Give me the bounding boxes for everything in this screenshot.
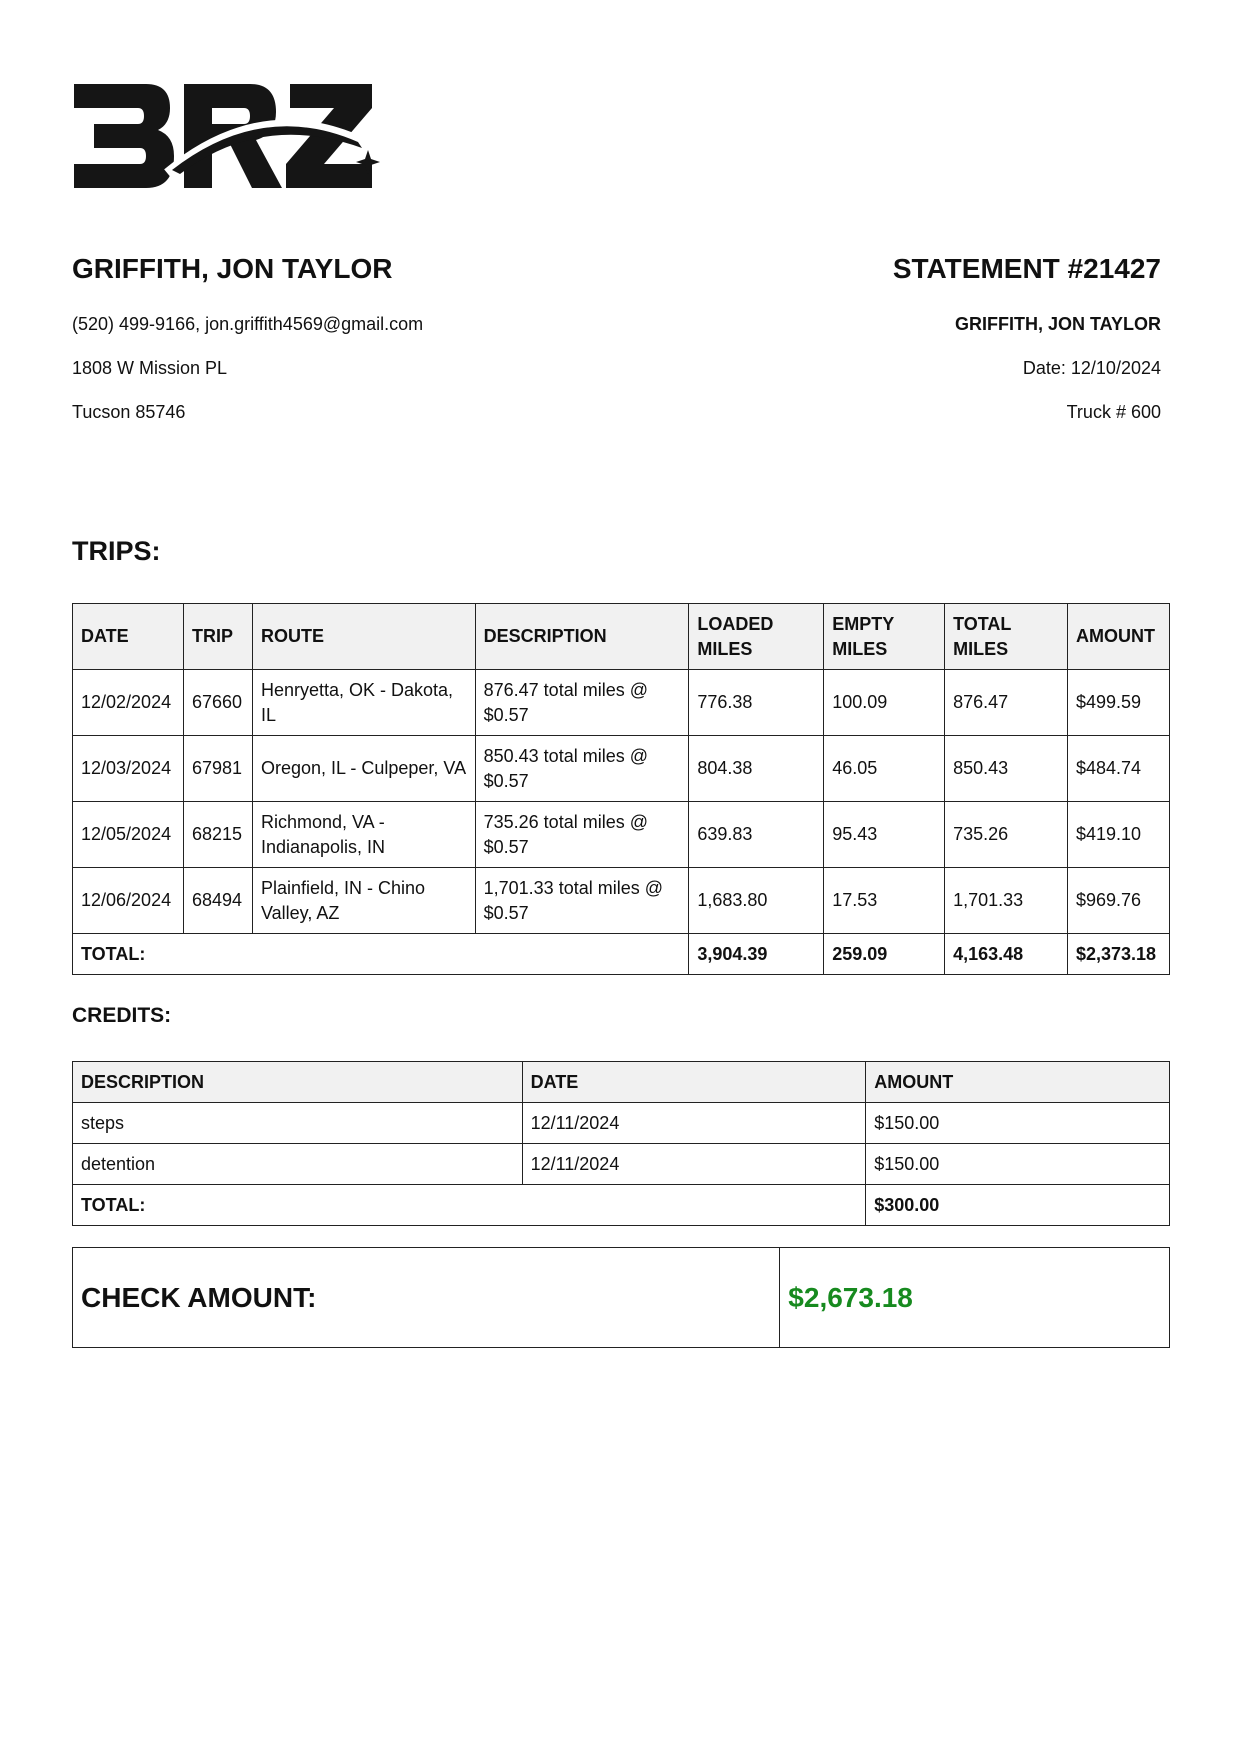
credit-date: 12/11/2024 bbox=[522, 1103, 866, 1144]
col-trip: TRIP bbox=[183, 604, 252, 670]
credits-total-amount: $300.00 bbox=[866, 1185, 1170, 1226]
trips-total-amount: $2,373.18 bbox=[1067, 934, 1169, 975]
col-route: ROUTE bbox=[252, 604, 475, 670]
table-row bbox=[73, 1103, 1170, 1144]
table-row bbox=[73, 736, 1170, 802]
driver-name: GRIFFITH, JON TAYLOR bbox=[72, 253, 393, 284]
statement-name: GRIFFITH, JON TAYLOR bbox=[954, 314, 1161, 334]
statement-truck: Truck # 600 bbox=[1066, 402, 1161, 422]
trips-title: TRIPS: bbox=[72, 536, 161, 566]
credits-table bbox=[72, 1061, 1170, 1226]
trip-description: 876.47 total miles @ $0.57 bbox=[475, 670, 689, 736]
check-amount-value: $2,673.18 bbox=[780, 1248, 1170, 1348]
trip-amount: $969.76 bbox=[1067, 868, 1169, 934]
credits-title: CREDITS: bbox=[72, 1004, 172, 1027]
trip-date: 12/03/2024 bbox=[73, 736, 184, 802]
trips-table bbox=[72, 603, 1170, 975]
trip-route: Plainfield, IN - Chino Valley, AZ bbox=[252, 868, 475, 934]
col-date: DATE bbox=[73, 604, 184, 670]
trips-total-empty: 259.09 bbox=[824, 934, 945, 975]
trip-description: 1,701.33 total miles @ $0.57 bbox=[475, 868, 689, 934]
col-credit-amount: AMOUNT bbox=[866, 1062, 1170, 1103]
credits-total-row bbox=[73, 1185, 1170, 1226]
credit-amount: $150.00 bbox=[866, 1103, 1170, 1144]
trip-route: Henryetta, OK - Dakota, IL bbox=[252, 670, 475, 736]
trip-total-miles: 735.26 bbox=[945, 802, 1068, 868]
trip-total-miles: 1,701.33 bbox=[945, 868, 1068, 934]
table-row bbox=[73, 670, 1170, 736]
trip-empty-miles: 95.43 bbox=[824, 802, 945, 868]
trip-loaded-miles: 776.38 bbox=[689, 670, 824, 736]
trip-loaded-miles: 804.38 bbox=[689, 736, 824, 802]
col-total-miles: TOTAL MILES bbox=[945, 604, 1068, 670]
trip-total-miles: 850.43 bbox=[945, 736, 1068, 802]
check-amount-box bbox=[72, 1247, 1170, 1348]
trip-total-miles: 876.47 bbox=[945, 670, 1068, 736]
credits-total-label: TOTAL: bbox=[73, 1185, 866, 1226]
trip-empty-miles: 17.53 bbox=[824, 868, 945, 934]
credits-header-row bbox=[73, 1062, 1170, 1103]
statement-info bbox=[641, 252, 1161, 422]
trip-date: 12/02/2024 bbox=[73, 670, 184, 736]
col-amount: AMOUNT bbox=[1067, 604, 1169, 670]
trip-description: 735.26 total miles @ $0.57 bbox=[475, 802, 689, 868]
trip-amount: $499.59 bbox=[1067, 670, 1169, 736]
check-row bbox=[73, 1248, 1170, 1348]
trip-number: 68215 bbox=[183, 802, 252, 868]
trip-route: Oregon, IL - Culpeper, VA bbox=[252, 736, 475, 802]
credit-date: 12/11/2024 bbox=[522, 1144, 866, 1185]
driver-address: 1808 W Mission PL bbox=[72, 358, 228, 378]
driver-city: Tucson 85746 bbox=[72, 402, 186, 422]
col-loaded-miles: LOADED MILES bbox=[689, 604, 824, 670]
credit-description: steps bbox=[73, 1103, 523, 1144]
credit-description: detention bbox=[73, 1144, 523, 1185]
table-row bbox=[73, 1144, 1170, 1185]
driver-contact: (520) 499-9166, jon.griffith4569@gmail.com bbox=[72, 314, 424, 334]
trips-total-label: TOTAL: bbox=[73, 934, 689, 975]
trips-total-loaded: 3,904.39 bbox=[689, 934, 824, 975]
driver-info bbox=[72, 252, 592, 422]
trips-total-row bbox=[73, 934, 1170, 975]
brz-logo bbox=[72, 78, 382, 194]
col-credit-description: DESCRIPTION bbox=[73, 1062, 523, 1103]
trip-number: 67660 bbox=[183, 670, 252, 736]
trip-date: 12/05/2024 bbox=[73, 802, 184, 868]
col-empty-miles: EMPTY MILES bbox=[824, 604, 945, 670]
trip-date: 12/06/2024 bbox=[73, 868, 184, 934]
credit-amount: $150.00 bbox=[866, 1144, 1170, 1185]
trip-route: Richmond, VA - Indianapolis, IN bbox=[252, 802, 475, 868]
trip-number: 68494 bbox=[183, 868, 252, 934]
trip-number: 67981 bbox=[183, 736, 252, 802]
table-row bbox=[73, 802, 1170, 868]
statement-title: STATEMENT #21427 bbox=[892, 253, 1161, 284]
col-description: DESCRIPTION bbox=[475, 604, 689, 670]
trip-loaded-miles: 1,683.80 bbox=[689, 868, 824, 934]
trip-amount: $419.10 bbox=[1067, 802, 1169, 868]
trip-amount: $484.74 bbox=[1067, 736, 1169, 802]
table-row bbox=[73, 868, 1170, 934]
trip-empty-miles: 46.05 bbox=[824, 736, 945, 802]
trip-loaded-miles: 639.83 bbox=[689, 802, 824, 868]
col-credit-date: DATE bbox=[522, 1062, 866, 1103]
trips-header-row bbox=[73, 604, 1170, 670]
trip-description: 850.43 total miles @ $0.57 bbox=[475, 736, 689, 802]
trips-total-miles: 4,163.48 bbox=[945, 934, 1068, 975]
trip-empty-miles: 100.09 bbox=[824, 670, 945, 736]
statement-date: Date: 12/10/2024 bbox=[1022, 358, 1161, 378]
check-amount-label: CHECK AMOUNT: bbox=[73, 1248, 780, 1348]
